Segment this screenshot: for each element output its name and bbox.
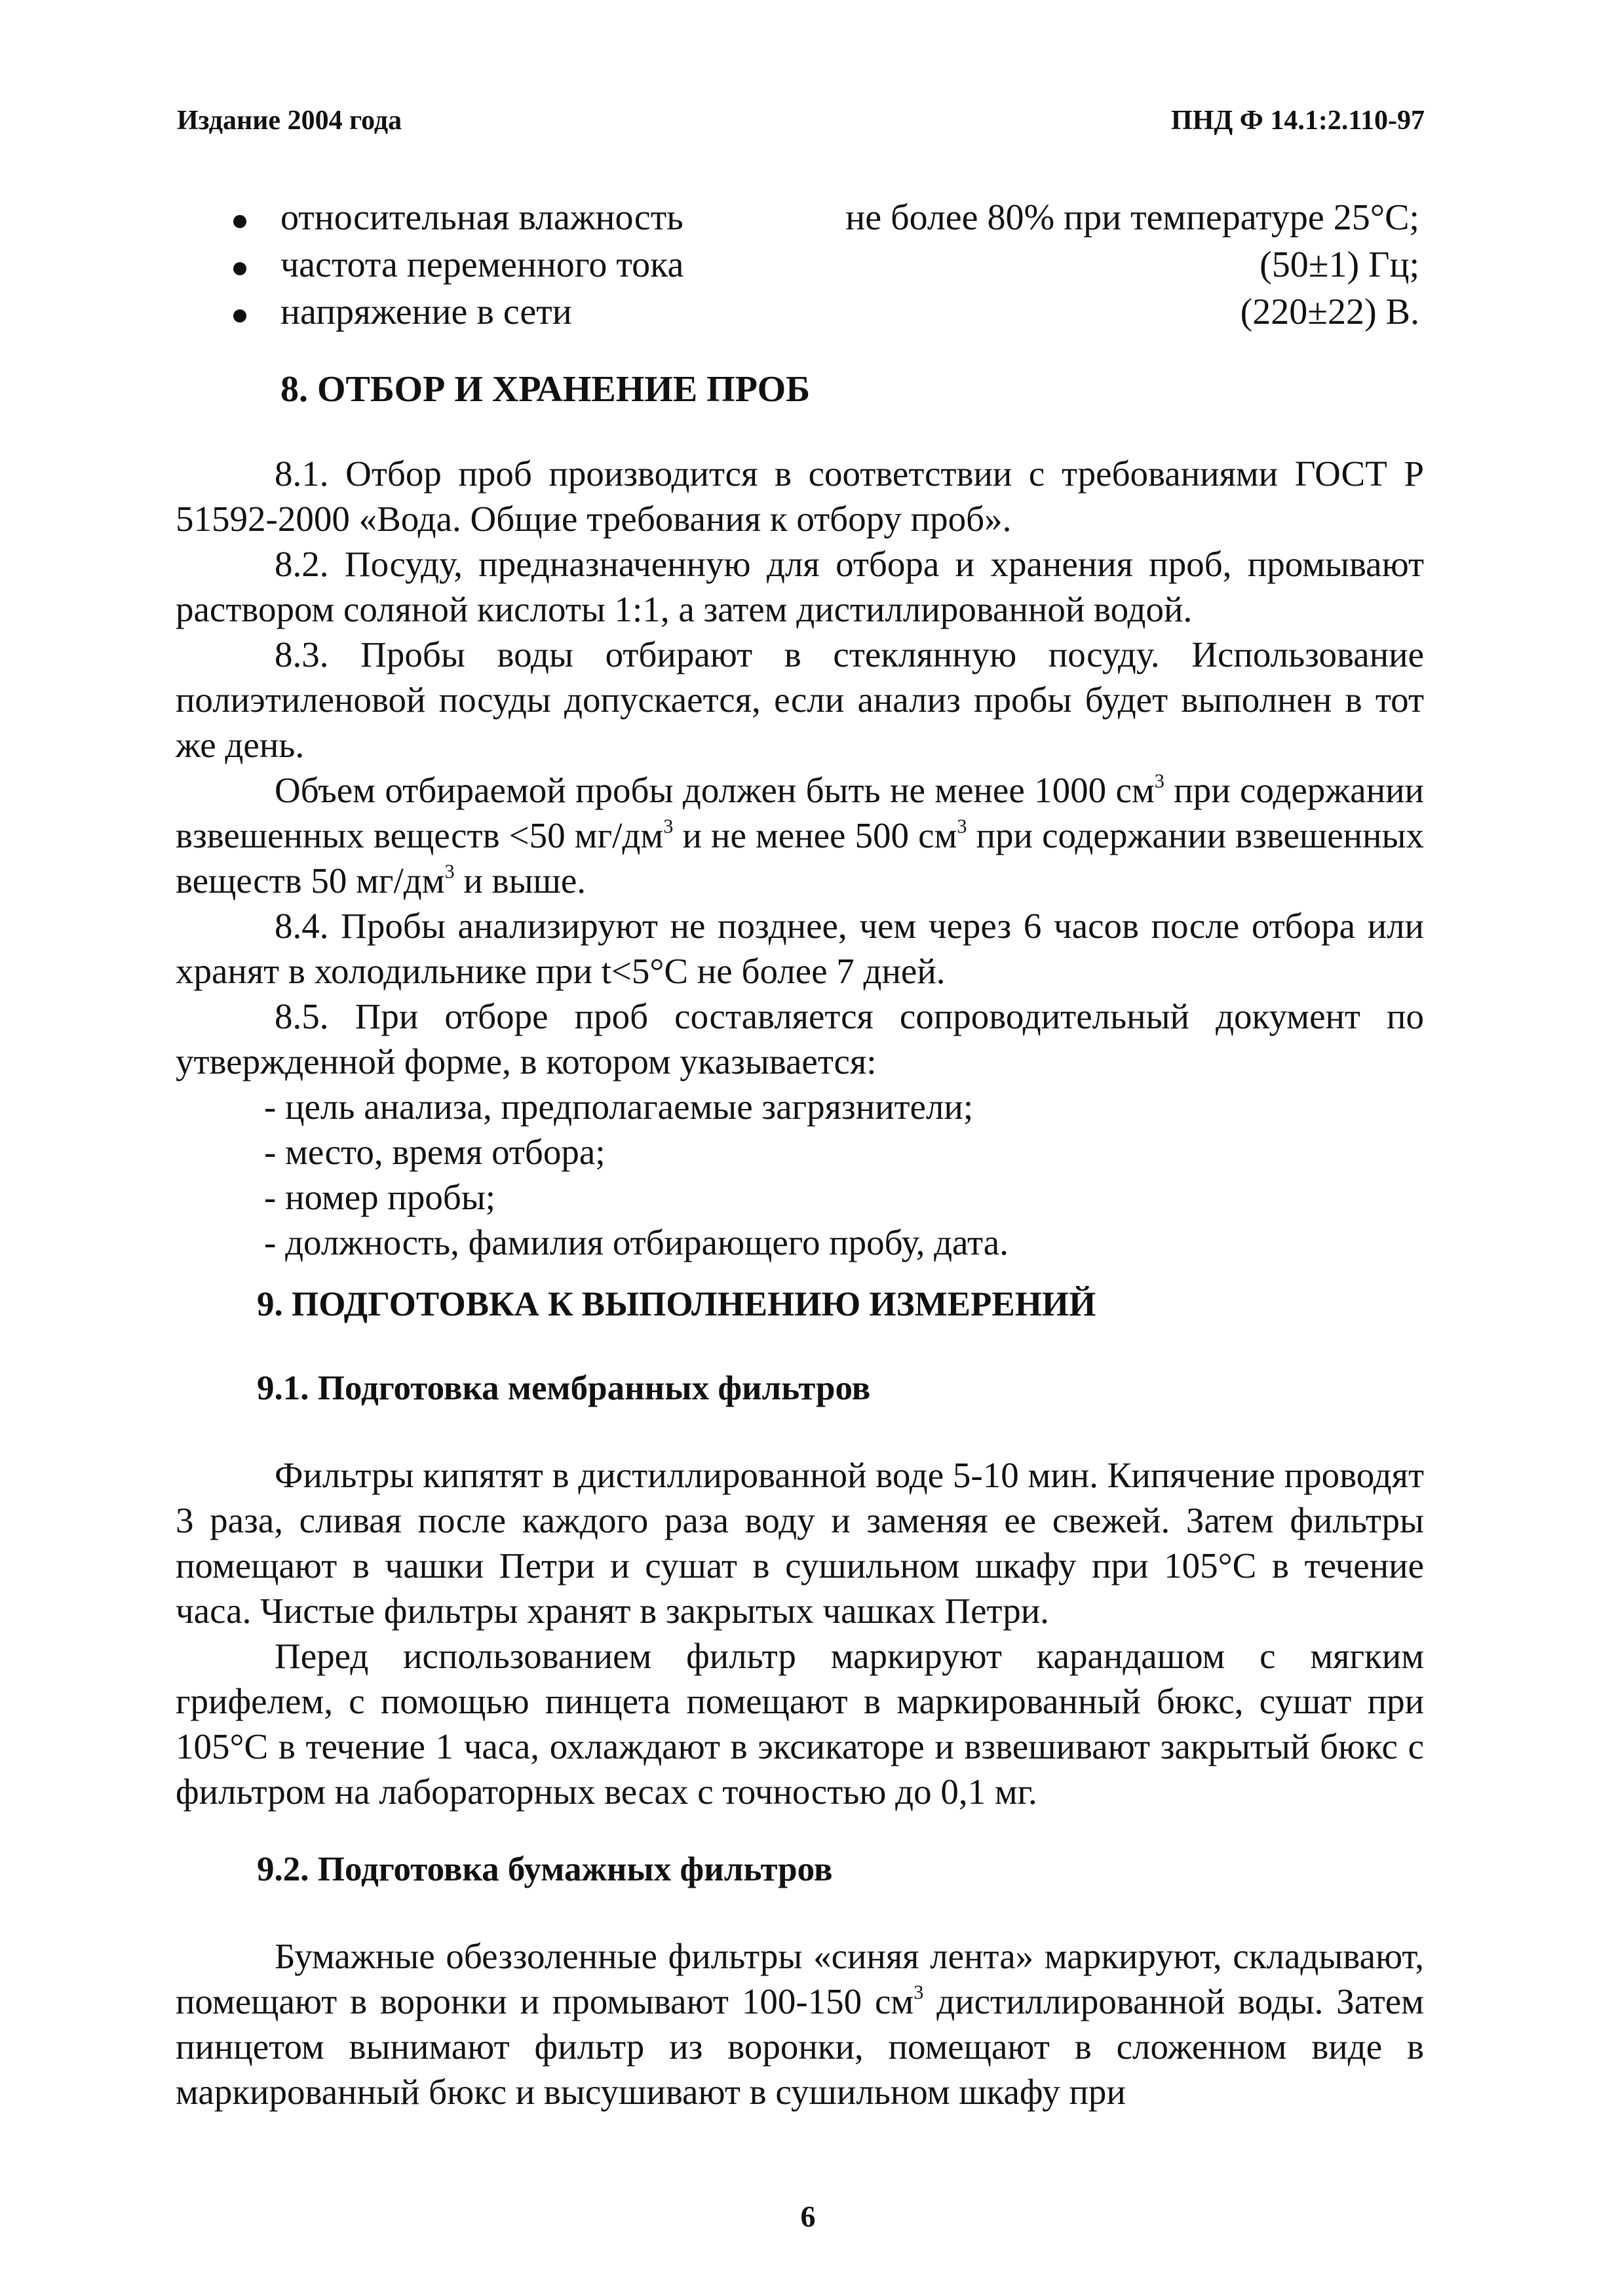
text-run: дистиллированной воды. Затем пинцетом вынимают фильтр из воронки, помещают в сложенном виде в маркированный бюкс и высушивают в сушильном шкафу при (176, 1981, 1424, 2112)
paragraph-sample-volume (176, 768, 1424, 903)
condition-label: частота переменного тока (280, 244, 684, 285)
paragraph-9-2 (176, 1934, 1424, 2114)
list-item: - место, время отбора; (264, 1132, 606, 1172)
edition-label: Издание 2004 года (177, 106, 402, 136)
superscript: 3 (444, 860, 455, 883)
bullet-icon (233, 309, 246, 322)
document-code: ПНД Ф 14.1:2.110-97 (1171, 106, 1425, 136)
section-8-body (176, 451, 1424, 1265)
condition-label: относительная влажность (280, 197, 683, 238)
superscript: 3 (914, 1981, 924, 2004)
text-run: при содержании взвешенных веществ 50 мг/дм (176, 815, 1424, 901)
paragraph-9-1-marking: Перед использованием фильтр маркируют карандашом с мягким грифелем, с помощью пинцета помещают в маркированный бюкс, сушат при 105°С в течение 1 часа, охлаждают в эксикаторе и взвешивают закрытый бюкс с фильтром на лабораторных весах с точностью до 0,1 мг. (176, 1636, 1424, 1812)
paragraph-8-4: 8.4. Пробы анализируют не позднее, чем через 6 часов после отбора или хранят в холодильнике при t<5°С не более 7 дней. (176, 906, 1424, 991)
text-run: при содержании взвешенных веществ <50 мг/дм (176, 770, 1424, 855)
paragraph-8-5: 8.5. При отборе проб составляется сопроводительный документ по утвержденной форме, в котором указывается: (176, 996, 1424, 1081)
condition-value: не более 80% при температуре 25°С; (845, 197, 1419, 238)
subsection-9-2-body (176, 1934, 1424, 2114)
condition-value: (50±1) Гц; (1260, 244, 1419, 285)
list-item: - должность, фамилия отбирающего пробу, дата. (264, 1222, 1009, 1262)
page-number: 6 (800, 2200, 816, 2233)
condition-value: (220±22) В. (1240, 292, 1419, 332)
list-item: - номер пробы; (264, 1177, 496, 1217)
condition-row-frequency (0, 244, 1616, 291)
paragraph-8-1: 8.1. Отбор проб производится в соответствии с требованиями ГОСТ Р 51592-2000 «Вода. Общие требования к отбору проб». (176, 454, 1424, 539)
subsection-9-1-title: 9.1. Подготовка мембранных фильтров (257, 1369, 871, 1407)
condition-row-voltage (0, 291, 1616, 338)
paragraph-8-2: 8.2. Посуду, предназначенную для отбора и хранения проб, промывают раствором соляной кислоты 1:1, а затем дистиллированной водой. (176, 544, 1424, 629)
superscript: 3 (1154, 769, 1164, 792)
section-8-title: 8. ОТБОР И ХРАНЕНИЕ ПРОБ (280, 369, 811, 410)
condition-label: напряжение в сети (280, 292, 572, 332)
paragraph-8-3: 8.3. Пробы воды отбирают в стеклянную посуду. Использование полиэтиленовой посуды допускается, если анализ пробы будет выполнен в тот же день. (176, 634, 1424, 765)
superscript: 3 (957, 815, 967, 838)
text-run: и выше. (454, 861, 587, 901)
text-run: Объем отбираемой пробы должен быть не менее 1000 см (275, 770, 1155, 810)
text-run: и не менее 500 см (673, 815, 957, 855)
condition-row-humidity (0, 197, 1616, 244)
subsection-9-1-body (176, 1452, 1424, 1814)
bullet-icon (233, 215, 246, 228)
section-9-title: 9. ПОДГОТОВКА К ВЫПОЛНЕНИЮ ИЗМЕРЕНИЙ (257, 1285, 1096, 1323)
paragraph-9-1-boiling: Фильтры кипятят в дистиллированной воде 5-10 мин. Кипячение проводят 3 раза, сливая после каждого раза воду и заменяя ее свежей. Затем фильтры помещают в чашки Петри и сушат в сушильном шкафу при 105°С в течение часа. Чистые фильтры хранят в закрытых чашках Петри. (176, 1455, 1424, 1631)
bullet-icon (233, 262, 246, 275)
list-item: - цель анализа, предполагаемые загрязнители; (264, 1087, 974, 1127)
text-run: Бумажные обеззоленные фильтры «синяя лента» маркируют, складывают, помещают в воронки и промывают 100-150 см (176, 1936, 1424, 2021)
subsection-9-2-title: 9.2. Подготовка бумажных фильтров (257, 1850, 833, 1888)
superscript: 3 (663, 815, 674, 838)
